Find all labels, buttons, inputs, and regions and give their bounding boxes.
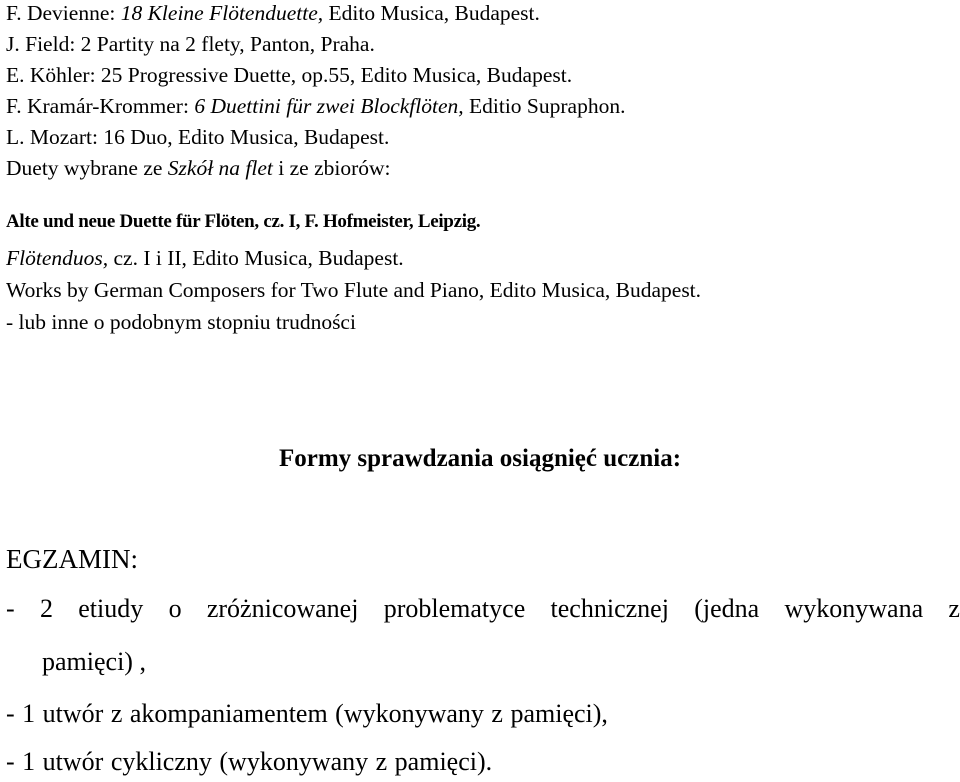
exam-item-etudes: - 2 etiudy o zróżnicowanej problematyce technicznej (jedna wykonywana z <box>6 594 960 623</box>
reference-field: J. Field: 2 Partity na 2 flety, Panton, Praha. <box>6 32 375 56</box>
collection-alte-neue-duette: Alte und neue Duette für Flöten, cz. I, F. Hofmeister, Leipzig. <box>6 211 481 232</box>
collection-german-composers: Works by German Composers for Two Flute and Piano, Edito Musica, Budapest. <box>6 278 702 302</box>
reference-mozart: L. Mozart: 16 Duo, Edito Musica, Budapest. <box>6 125 390 149</box>
reference-devienne: F. Devienne: 18 Kleine Flötenduette, Edito Musica, Budapest. <box>6 1 540 25</box>
other-repertoire-note: - lub inne o podobnym stopniu trudności <box>6 310 356 334</box>
exam-item-cyclic-piece: - 1 utwór cykliczny (wykonywany z pamięci). <box>6 747 493 776</box>
collection-flotenduos: Flötenduos, cz. I i II, Edito Musica, Budapest. <box>6 246 404 270</box>
reference-selected-duets: Duety wybrane ze Szkół na flet i ze zbiorów: <box>6 156 391 180</box>
section-heading: Formy sprawdzania osiągnięć ucznia: <box>278 445 682 472</box>
reference-kramar-krommer: F. Kramár-Krommer: 6 Duettini für zwei Blockflöten, Editio Supraphon. <box>6 94 626 118</box>
reference-kohler: E. Köhler: 25 Progressive Duette, op.55, Edito Musica, Budapest. <box>6 63 573 87</box>
exam-item-etudes-continuation: pamięci) , <box>42 647 146 676</box>
exam-label: EGZAMIN: <box>6 544 138 574</box>
exam-item-accompanied-piece: - 1 utwór z akompaniamentem (wykonywany z pamięci), <box>6 699 608 728</box>
